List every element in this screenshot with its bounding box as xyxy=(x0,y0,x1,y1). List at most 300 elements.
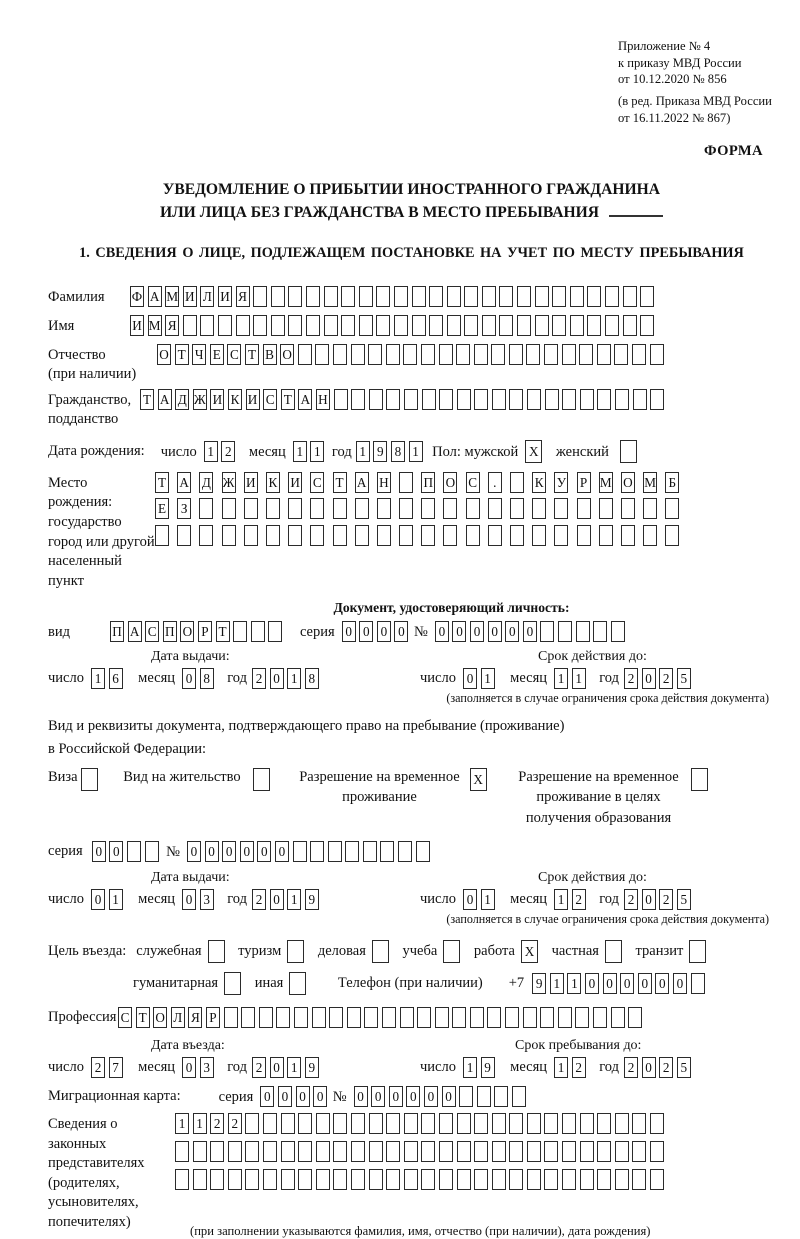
birthdate-month-cells xyxy=(293,441,328,462)
phone-prefix: +7 xyxy=(508,975,525,992)
staydoc-valid-heading: Срок действия до: xyxy=(538,870,647,886)
entry-dates-row xyxy=(48,1038,775,1078)
representatives-cells-row3 xyxy=(175,1169,668,1190)
purpose-option-checkbox xyxy=(289,972,306,995)
char-cell: 1 xyxy=(572,668,586,689)
phone-cells xyxy=(532,973,708,994)
char-cell xyxy=(597,1113,611,1134)
char-cell: 0 xyxy=(435,621,449,642)
char-cell: С xyxy=(118,1007,132,1028)
char-cell xyxy=(363,841,377,862)
char-cell xyxy=(210,1141,224,1162)
year-label: год xyxy=(599,669,619,686)
char-cell: Е xyxy=(210,344,224,365)
iddoc-issued-heading: Дата выдачи: xyxy=(151,648,230,664)
char-cell xyxy=(597,1141,611,1162)
day-label: число xyxy=(420,1058,456,1075)
char-cell xyxy=(306,286,320,307)
char-cell xyxy=(369,389,383,410)
appendix-note xyxy=(618,38,775,127)
char-cell xyxy=(587,315,601,336)
purpose-option-label: учеба xyxy=(402,943,438,960)
char-cell xyxy=(281,1141,295,1162)
form-title-line2: ИЛИ ЛИЦА БЕЗ ГРАЖДАНСТВА В МЕСТО ПРЕБЫВАНИЯ xyxy=(48,201,775,224)
char-cell: Л xyxy=(200,286,214,307)
char-cell: К xyxy=(266,472,280,493)
char-cell xyxy=(459,1086,473,1107)
char-cell: Я xyxy=(188,1007,202,1028)
char-cell: 0 xyxy=(638,973,652,994)
char-cell xyxy=(293,841,307,862)
char-cell xyxy=(605,315,619,336)
char-cell xyxy=(294,1007,308,1028)
migration-number-cells xyxy=(354,1086,530,1107)
char-cell xyxy=(457,389,471,410)
char-cell xyxy=(593,1007,607,1028)
char-cell: . xyxy=(488,472,502,493)
staydoc-number-label: № xyxy=(166,844,180,861)
char-cell: 1 xyxy=(554,668,568,689)
char-cell xyxy=(266,498,280,519)
char-cell xyxy=(597,389,611,410)
char-cell xyxy=(632,1141,646,1162)
char-cell xyxy=(577,498,591,519)
purpose-label: Цель въезда: xyxy=(48,943,127,960)
birthplace-cells-block xyxy=(155,472,688,552)
char-cell xyxy=(558,1007,572,1028)
char-cell xyxy=(251,621,265,642)
char-cell: 8 xyxy=(305,668,319,689)
char-cell xyxy=(228,1141,242,1162)
char-cell xyxy=(245,1113,259,1134)
char-cell xyxy=(632,1113,646,1134)
iddoc-type-cells xyxy=(110,621,286,642)
char-cell xyxy=(288,286,302,307)
char-cell xyxy=(351,1113,365,1134)
char-cell: 0 xyxy=(620,973,634,994)
char-cell xyxy=(570,315,584,336)
day-label: число xyxy=(48,669,84,686)
char-cell xyxy=(499,286,513,307)
char-cell: 7 xyxy=(109,1057,123,1078)
char-cell: 3 xyxy=(200,889,214,910)
char-cell xyxy=(593,621,607,642)
char-cell xyxy=(435,1007,449,1028)
representatives-note: (при заполнении указываются фамилия, имя, отчество (при наличии), дата рождения) xyxy=(190,1224,651,1239)
purpose-option-label: гуманитарная xyxy=(133,975,219,992)
char-cell: К xyxy=(228,389,242,410)
temp-permit-label: Разрешение на временное проживание xyxy=(299,769,460,806)
year-label: год xyxy=(599,1058,619,1075)
char-cell: С xyxy=(145,621,159,642)
purpose-option-checkbox xyxy=(443,940,460,963)
char-cell: 0 xyxy=(187,841,201,862)
char-cell: 6 xyxy=(109,668,123,689)
char-cell: 1 xyxy=(175,1113,189,1134)
char-cell: Д xyxy=(175,389,189,410)
sex-label: Пол: мужской xyxy=(432,443,519,460)
char-cell xyxy=(175,1169,189,1190)
char-cell: 0 xyxy=(240,841,254,862)
char-cell xyxy=(650,344,664,365)
char-cell: 5 xyxy=(677,889,691,910)
char-cell: 2 xyxy=(221,441,235,462)
representatives-cells-row1 xyxy=(175,1113,668,1134)
char-cell xyxy=(575,1007,589,1028)
char-cell xyxy=(552,286,566,307)
char-cell xyxy=(244,525,258,546)
appendix-line: к приказу МВД России xyxy=(618,55,742,70)
char-cell: 0 xyxy=(394,621,408,642)
char-cell xyxy=(316,1169,330,1190)
char-cell xyxy=(236,315,250,336)
char-cell xyxy=(399,498,413,519)
char-cell xyxy=(665,498,679,519)
char-cell: 0 xyxy=(642,668,656,689)
name-row xyxy=(48,315,775,337)
char-cell: П xyxy=(163,621,177,642)
char-cell: 0 xyxy=(354,1086,368,1107)
iddoc-issued-year-cells xyxy=(252,668,322,689)
char-cell: 1 xyxy=(409,441,423,462)
char-cell: 2 xyxy=(659,668,673,689)
char-cell xyxy=(577,525,591,546)
char-cell: А xyxy=(158,389,172,410)
char-cell xyxy=(466,498,480,519)
staydoc-issued-day-cells xyxy=(91,889,126,910)
char-cell: 0 xyxy=(109,841,123,862)
char-cell: 0 xyxy=(488,621,502,642)
char-cell: 2 xyxy=(252,889,266,910)
purpose-option-label: деловая xyxy=(317,943,366,960)
char-cell xyxy=(464,315,478,336)
char-cell xyxy=(439,1141,453,1162)
char-cell: Т xyxy=(216,621,230,642)
appendix-line: (в ред. Приказа МВД России xyxy=(618,94,772,109)
char-cell xyxy=(351,1169,365,1190)
char-cell: 2 xyxy=(210,1113,224,1134)
month-label: месяц xyxy=(138,669,176,686)
purpose-option-checkbox xyxy=(208,940,225,963)
staydoc-intro-line1: Вид и реквизиты документа, подтверждающего право на пребывание (проживание) xyxy=(48,717,565,734)
char-cell: И xyxy=(130,315,144,336)
char-cell xyxy=(345,841,359,862)
char-cell xyxy=(599,498,613,519)
char-cell: 2 xyxy=(572,1057,586,1078)
char-cell xyxy=(439,1169,453,1190)
char-cell xyxy=(398,841,412,862)
char-cell: 1 xyxy=(193,1113,207,1134)
char-cell: М xyxy=(148,315,162,336)
char-cell xyxy=(177,525,191,546)
form-title xyxy=(48,178,775,225)
surname-label: Фамилия xyxy=(48,289,105,306)
month-label: месяц xyxy=(138,890,176,907)
char-cell: П xyxy=(110,621,124,642)
char-cell: О xyxy=(280,344,294,365)
char-cell xyxy=(439,1113,453,1134)
year-label: год xyxy=(227,1058,247,1075)
purpose-option-checkbox: X xyxy=(521,940,538,963)
char-cell xyxy=(562,389,576,410)
char-cell xyxy=(200,315,214,336)
purpose-row2 xyxy=(133,972,775,995)
iddoc-dates-row xyxy=(48,649,775,689)
iddoc-valid-month-cells xyxy=(554,668,589,689)
purpose-option-label: работа xyxy=(473,943,515,960)
char-cell xyxy=(447,315,461,336)
purpose-option-label: служебная xyxy=(136,943,202,960)
char-cell xyxy=(329,1007,343,1028)
char-cell xyxy=(466,525,480,546)
char-cell xyxy=(306,315,320,336)
char-cell: И xyxy=(288,472,302,493)
char-cell xyxy=(259,1007,273,1028)
purpose-options-row1 xyxy=(126,940,710,963)
representatives-row xyxy=(48,1113,775,1239)
char-cell xyxy=(316,1113,330,1134)
stay-until-col xyxy=(420,1038,775,1078)
char-cell: 0 xyxy=(257,841,271,862)
sex-female-label: женский xyxy=(555,443,609,460)
char-cell xyxy=(288,525,302,546)
char-cell xyxy=(298,1113,312,1134)
char-cell xyxy=(470,1007,484,1028)
char-cell xyxy=(429,286,443,307)
staydoc-series-cells xyxy=(92,841,162,862)
char-cell: С xyxy=(310,472,324,493)
char-cell: 0 xyxy=(377,621,391,642)
char-cell: Л xyxy=(171,1007,185,1028)
staydoc-series-row xyxy=(48,841,775,862)
staydoc-valid-year-cells xyxy=(624,889,694,910)
char-cell xyxy=(554,498,568,519)
char-cell: 2 xyxy=(91,1057,105,1078)
char-cell xyxy=(199,525,213,546)
char-cell: 0 xyxy=(406,1086,420,1107)
birthdate-year-cells xyxy=(356,441,426,462)
char-cell xyxy=(615,1141,629,1162)
char-cell: 0 xyxy=(463,668,477,689)
section1-heading: 1. СВЕДЕНИЯ О ЛИЦЕ, ПОДЛЕЖАЩЕМ ПОСТАНОВКЕ НА УЧЕТ ПО МЕСТУ ПРЕБЫВАНИЯ xyxy=(79,245,744,262)
char-cell: 0 xyxy=(463,889,477,910)
char-cell xyxy=(443,498,457,519)
migration-card-label: Миграционная карта: xyxy=(48,1088,181,1105)
char-cell xyxy=(643,525,657,546)
char-cell: 1 xyxy=(554,889,568,910)
representatives-cells-block xyxy=(175,1113,668,1239)
char-cell xyxy=(523,1007,537,1028)
char-cell xyxy=(271,315,285,336)
day-label: число xyxy=(420,890,456,907)
char-cell: 0 xyxy=(342,621,356,642)
char-cell xyxy=(492,1113,506,1134)
phone-label: Телефон (при наличии) xyxy=(337,975,483,992)
char-cell xyxy=(315,344,329,365)
char-cell xyxy=(482,286,496,307)
char-cell xyxy=(376,315,390,336)
char-cell xyxy=(545,389,559,410)
day-label: число xyxy=(48,1058,84,1075)
char-cell xyxy=(611,621,625,642)
appendix-line: от 16.11.2022 № 867) xyxy=(618,110,731,125)
month-label: месяц xyxy=(510,669,548,686)
month-label: месяц xyxy=(510,1058,548,1075)
char-cell xyxy=(570,286,584,307)
birthplace-row xyxy=(48,472,775,591)
char-cell xyxy=(576,621,590,642)
char-cell xyxy=(417,1007,431,1028)
char-cell xyxy=(429,315,443,336)
char-cell xyxy=(499,315,513,336)
visa-checkbox xyxy=(81,768,98,791)
char-cell xyxy=(359,315,373,336)
char-cell xyxy=(554,525,568,546)
char-cell xyxy=(580,389,594,410)
char-cell: 0 xyxy=(389,1086,403,1107)
char-cell xyxy=(517,286,531,307)
char-cell xyxy=(650,1113,664,1134)
iddoc-valid-day-cells xyxy=(463,668,498,689)
iddoc-number-label: № xyxy=(414,624,428,641)
char-cell xyxy=(324,315,338,336)
char-cell xyxy=(447,286,461,307)
char-cell xyxy=(482,315,496,336)
char-cell: 9 xyxy=(481,1057,495,1078)
iddoc-issued-month-cells xyxy=(182,668,217,689)
iddoc-issued-col xyxy=(48,649,420,689)
char-cell: Р xyxy=(577,472,591,493)
title-blank-line xyxy=(609,201,663,217)
purpose-option-checkbox xyxy=(605,940,622,963)
char-cell xyxy=(621,498,635,519)
char-cell xyxy=(488,498,502,519)
temp-permit-checkbox: X xyxy=(470,768,487,791)
char-cell xyxy=(312,1007,326,1028)
char-cell xyxy=(665,525,679,546)
year-label: год xyxy=(227,890,247,907)
birthplace-label: Место рождения: государство город или другой населенный пункт xyxy=(48,474,155,589)
char-cell xyxy=(535,315,549,336)
char-cell xyxy=(399,525,413,546)
char-cell xyxy=(412,315,426,336)
char-cell xyxy=(351,344,365,365)
char-cell xyxy=(359,286,373,307)
char-cell: 0 xyxy=(92,841,106,862)
char-cell xyxy=(597,344,611,365)
char-cell xyxy=(532,525,546,546)
purpose-row xyxy=(48,940,775,963)
char-cell: 0 xyxy=(205,841,219,862)
char-cell: Т xyxy=(245,344,259,365)
char-cell xyxy=(487,1007,501,1028)
staydoc-issued-month-cells xyxy=(182,889,217,910)
representatives-label: Сведения о законных представителях (родителях, усыновителях, попечителях) xyxy=(48,1116,145,1230)
char-cell: 0 xyxy=(222,841,236,862)
migration-series-cells xyxy=(260,1086,330,1107)
char-cell xyxy=(527,1169,541,1190)
char-cell xyxy=(526,344,540,365)
char-cell xyxy=(175,1141,189,1162)
char-cell xyxy=(412,286,426,307)
char-cell xyxy=(614,344,628,365)
char-cell xyxy=(404,1141,418,1162)
birthplace-cells-row3 xyxy=(155,525,688,546)
char-cell xyxy=(509,1169,523,1190)
char-cell xyxy=(386,1113,400,1134)
char-cell: 8 xyxy=(391,441,405,462)
char-cell xyxy=(245,1169,259,1190)
char-cell xyxy=(263,1113,277,1134)
char-cell: 9 xyxy=(532,973,546,994)
char-cell xyxy=(587,286,601,307)
char-cell xyxy=(228,1169,242,1190)
residence-checkbox xyxy=(253,768,270,791)
staydoc-dates-row xyxy=(48,870,775,910)
purpose-option-label: туризм xyxy=(238,943,282,960)
char-cell: К xyxy=(532,472,546,493)
staydoc-series-label: серия xyxy=(48,843,83,860)
char-cell: 2 xyxy=(228,1113,242,1134)
char-cell xyxy=(218,315,232,336)
char-cell xyxy=(494,1086,508,1107)
char-cell xyxy=(298,1169,312,1190)
char-cell xyxy=(540,1007,554,1028)
patronymic-cells xyxy=(157,344,667,365)
char-cell xyxy=(457,1113,471,1134)
staydoc-number-cells xyxy=(187,841,433,862)
entry-date-year-cells xyxy=(252,1057,322,1078)
entry-date-heading: Дата въезда: xyxy=(151,1038,225,1054)
citizenship-label: Гражданство, подданство xyxy=(48,391,132,428)
char-cell: С xyxy=(466,472,480,493)
char-cell xyxy=(599,525,613,546)
char-cell xyxy=(474,1113,488,1134)
char-cell: 0 xyxy=(91,889,105,910)
char-cell xyxy=(421,344,435,365)
char-cell xyxy=(611,1007,625,1028)
char-cell: Ч xyxy=(192,344,206,365)
char-cell: С xyxy=(263,389,277,410)
iddoc-valid-col xyxy=(420,649,775,689)
char-cell xyxy=(263,1169,277,1190)
char-cell: О xyxy=(153,1007,167,1028)
char-cell xyxy=(621,525,635,546)
char-cell xyxy=(193,1141,207,1162)
char-cell xyxy=(199,498,213,519)
char-cell xyxy=(510,472,524,493)
form-title-line1: УВЕДОМЛЕНИЕ О ПРИБЫТИИ ИНОСТРАННОГО ГРАЖДАНИНА xyxy=(162,180,661,198)
char-cell: 1 xyxy=(356,441,370,462)
iddoc-row xyxy=(48,621,775,643)
char-cell: 2 xyxy=(624,889,638,910)
char-cell xyxy=(155,525,169,546)
migration-card-row xyxy=(48,1086,775,1107)
char-cell: 1 xyxy=(481,668,495,689)
purpose-option-label: иная xyxy=(254,975,284,992)
char-cell xyxy=(333,525,347,546)
char-cell xyxy=(193,1169,207,1190)
char-cell: Ф xyxy=(130,286,144,307)
staydoc-intro xyxy=(48,715,775,761)
char-cell: 0 xyxy=(182,668,196,689)
iddoc-issued-day-cells xyxy=(91,668,126,689)
char-cell xyxy=(464,286,478,307)
year-label: год xyxy=(599,890,619,907)
char-cell xyxy=(421,1169,435,1190)
staydoc-valid-month-cells xyxy=(554,889,589,910)
char-cell: 1 xyxy=(109,889,123,910)
